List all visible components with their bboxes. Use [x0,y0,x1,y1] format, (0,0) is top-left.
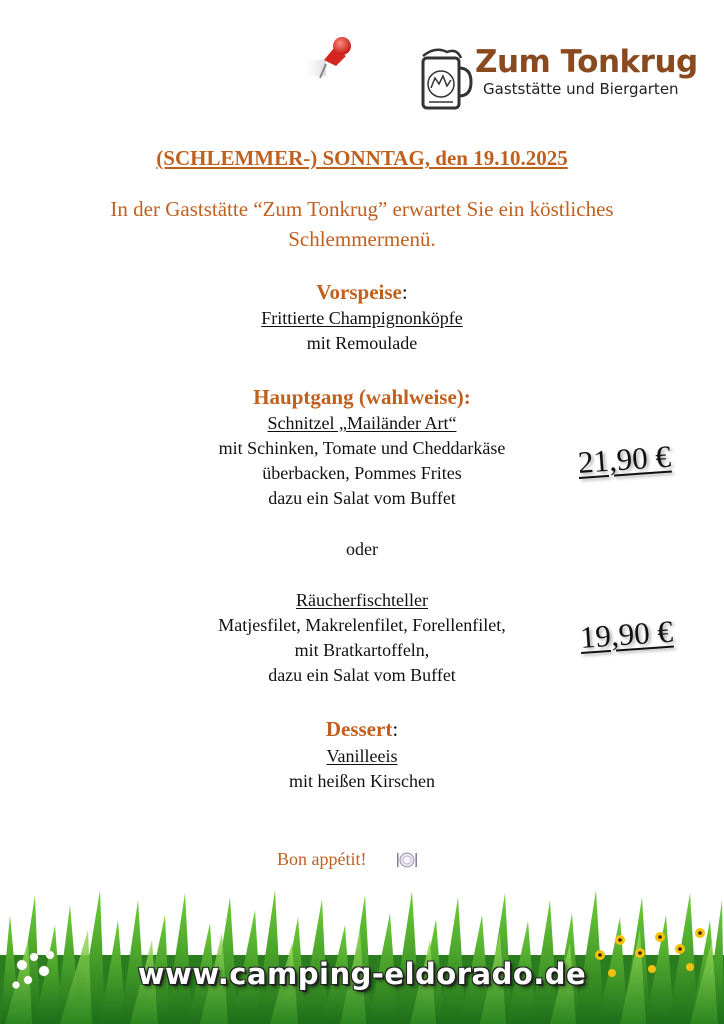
main-option1-line: dazu ein Salat vom Buffet [268,488,456,508]
separator-oder: oder [346,539,378,559]
main-option2-line: mit Bratkartoffeln, [294,640,430,660]
plate-cutlery-icon [396,850,418,870]
main-option2-line: Matjesfilet, Makrelenfilet, Forellenfilet, [218,615,506,635]
starter-line: mit Remoulade [306,333,418,353]
main-option2-dish: Räucherfischteller [296,590,428,610]
logo [415,44,698,116]
main-title: Hauptgang (wahlweise): [253,385,471,409]
pushpin-icon [300,34,360,84]
starter-title: Vorspeise: [316,280,408,304]
main-option2-price: 19,90 € [578,613,674,655]
logo-subtitle: Gaststätte und Biergarten [483,80,679,98]
logo-name: Zum Tonkrug [475,44,698,80]
grass-banner [0,885,724,1024]
heading-text: (SCHLEMMER-) SONNTAG, den 19.10.2025 [156,146,568,170]
intro [0,194,724,254]
dessert-dish: Vanilleeis [326,746,398,766]
starter-section [0,280,724,305]
main-option1-line: mit Schinken, Tomate und Cheddarkäse [218,438,506,458]
dessert-title: Dessert: [325,717,399,741]
closing-text: Bon appétit! [277,849,367,869]
dessert-line: mit heißen Kirschen [289,771,435,791]
main-option1-price: 21,90 € [576,438,672,480]
starter-dish: Frittierte Champignonköpfe [261,308,463,328]
main-option1-dish: Schnitzel „Mailänder Art“ [267,413,457,433]
intro-line: In der Gaststätte “Zum Tonkrug” erwartet Sie ein köstliches [110,197,614,221]
beer-mug-icon [415,44,473,114]
dessert-section [0,717,724,742]
intro-line: Schlemmermenü. [288,227,436,251]
main-option2-line: dazu ein Salat vom Buffet [268,665,456,685]
page-heading [0,146,724,171]
footer-url[interactable]: www.camping-eldorado.de [137,957,587,991]
main-option1-line: überbacken, Pommes Frites [262,463,462,483]
